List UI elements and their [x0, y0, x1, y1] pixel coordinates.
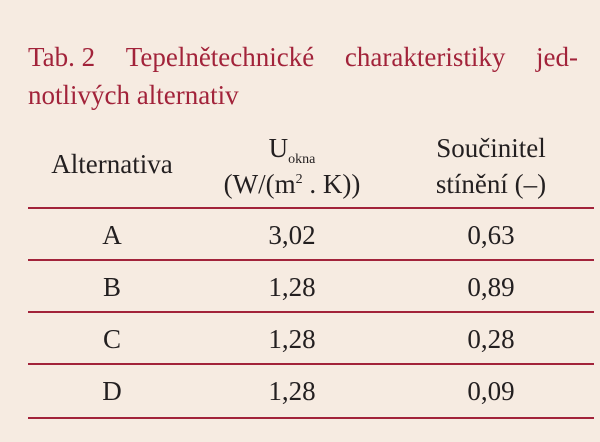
- header-shading-coefficient: [388, 130, 594, 202]
- header-shading-line-1: Součinitel: [436, 133, 546, 163]
- header-alternative: Alternativa: [51, 149, 173, 179]
- caption-table-number: Tab. 2: [28, 42, 96, 72]
- cell-u-value: 3,02: [268, 220, 316, 250]
- table-caption: [28, 38, 578, 114]
- cell-shading: 0,09: [467, 376, 515, 406]
- cell-shading: 0,28: [467, 324, 515, 354]
- caption-word: jed-: [536, 42, 578, 72]
- caption-line-1: [28, 38, 578, 76]
- cell-alternative: C: [102, 324, 121, 354]
- u-unit-exponent: 2: [295, 172, 303, 187]
- u-unit: [196, 166, 388, 202]
- u-subscript: okna: [288, 152, 316, 167]
- u-symbol-letter: U: [268, 133, 289, 163]
- cell-shading: 0,89: [467, 272, 515, 302]
- table-bottom-rule: [28, 417, 594, 419]
- caption-line-2: notlivých alternativ: [28, 80, 239, 110]
- caption-word: charakteristiky: [344, 42, 506, 72]
- header-shading-line-2: stínění (–): [435, 169, 547, 199]
- header-u-value: [196, 130, 388, 202]
- cell-alternative: A: [102, 220, 122, 250]
- caption-word: Tepelnětechnické: [125, 42, 315, 72]
- cell-u-value: 1,28: [268, 272, 316, 302]
- u-symbol: [196, 130, 388, 166]
- u-unit-suffix: . K)): [302, 169, 361, 199]
- cell-u-value: 1,28: [268, 324, 316, 354]
- cell-shading: 0,63: [467, 220, 515, 250]
- u-unit-prefix: (W/(m: [223, 169, 296, 199]
- cell-alternative: B: [102, 272, 121, 302]
- cell-alternative: D: [102, 376, 122, 406]
- cell-u-value: 1,28: [268, 376, 316, 406]
